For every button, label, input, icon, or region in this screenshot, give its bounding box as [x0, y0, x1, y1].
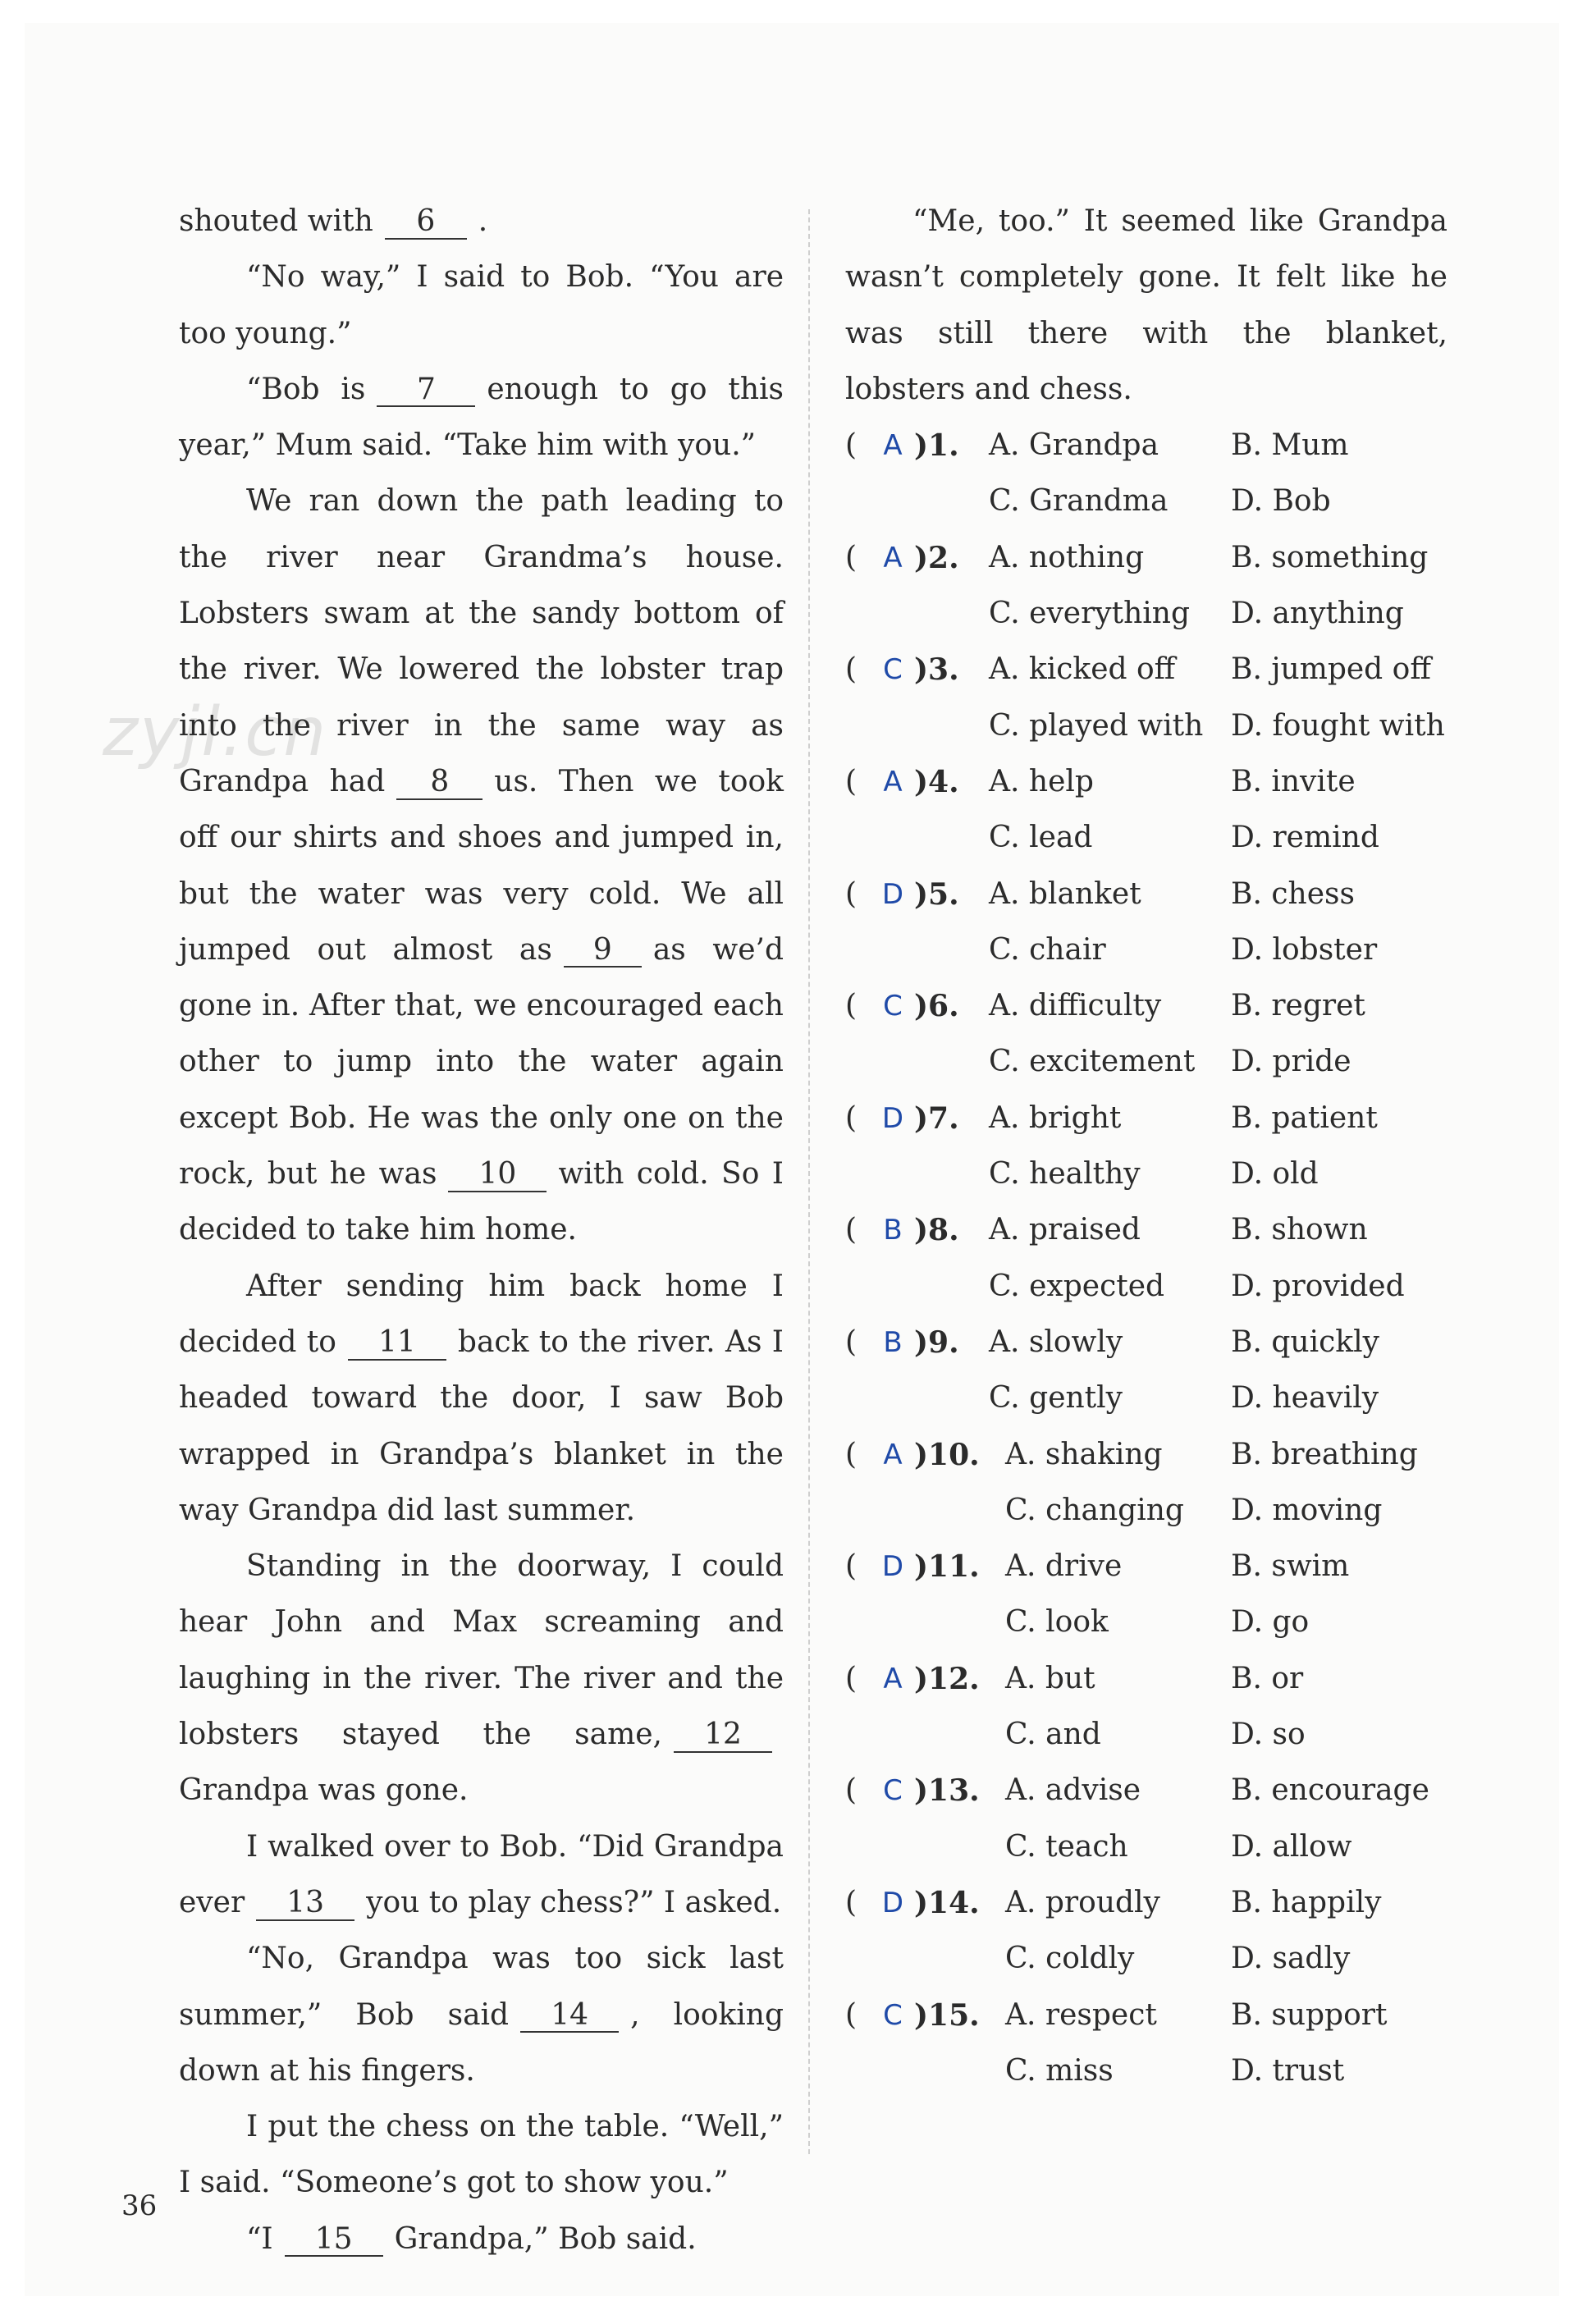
answer-paren-open: (	[845, 1661, 858, 1695]
passage-paragraph	[179, 2099, 784, 2212]
option-d: D. heavily	[1231, 1381, 1379, 1416]
question-row-second	[845, 473, 1448, 529]
passage-text: I walked over to Bob. “Did Grandpa ever	[179, 1829, 784, 1919]
option-a: A. difficulty	[989, 989, 1162, 1023]
option-b: B. quickly	[1231, 1324, 1379, 1359]
answer-letter: A	[883, 541, 903, 574]
passage-paragraph	[179, 362, 784, 474]
question-number: )3.	[914, 652, 959, 688]
option-a: A. advise	[1005, 1773, 1141, 1808]
option-b: B. swim	[1231, 1549, 1350, 1584]
question-row-second	[845, 922, 1448, 978]
option-a: A. slowly	[989, 1324, 1123, 1359]
question-row-second	[845, 2043, 1448, 2099]
question-row	[845, 1763, 1448, 1818]
question-list	[845, 418, 1448, 2099]
passage-text: After sending him back home I decided to	[179, 1269, 784, 1359]
answer-paren-close: )	[914, 1549, 929, 1585]
question-number: )11.	[914, 1549, 980, 1585]
question-row	[845, 418, 1448, 473]
question-row	[845, 1202, 1448, 1258]
question-row-second	[845, 586, 1448, 642]
option-a: A. bright	[989, 1100, 1122, 1135]
answer-paren-close: )	[914, 1661, 929, 1696]
question-row-second	[845, 1819, 1448, 1875]
question-row	[845, 1315, 1448, 1370]
option-c: C. lead	[989, 821, 1093, 855]
passage-text: enough to go this year,” Mum said. “Take him with you.”	[179, 372, 784, 463]
passage-text: I put the chess on the table. “Well,” I said. “Someone’s got to show you.”	[179, 2110, 784, 2200]
question-row-second	[845, 1259, 1448, 1315]
option-d: D. allow	[1231, 1829, 1352, 1864]
passage-text: as we’d gone in. After that, we encouraged each other to jump into the water again except Bob. He was the only one on the rock, but he was	[179, 932, 784, 1192]
question-row	[845, 754, 1448, 810]
option-a: A. kicked off	[989, 652, 1176, 687]
option-c: C. excitement	[989, 1045, 1196, 1079]
blank-number: 8	[396, 766, 483, 800]
answer-letter: C	[883, 1774, 903, 1808]
answer-paren-open: (	[845, 1997, 858, 2032]
option-c: C. Grandma	[989, 484, 1169, 519]
blank-number: 9	[564, 934, 642, 968]
answer-paren-open: (	[845, 540, 858, 574]
passage-ending: “Me, too.” It seemed like Grandpa wasn’t completely gone. It felt like he was still there with the blanket, lobsters and chess.	[845, 204, 1448, 406]
option-b: B. regret	[1231, 989, 1365, 1023]
option-d: D. go	[1231, 1605, 1310, 1640]
blank-number: 6	[385, 205, 467, 240]
passage-text: “No, Grandpa was too sick last summer,” Bob said	[179, 1942, 784, 2032]
question-number: )9.	[914, 1324, 959, 1360]
option-c: C. expected	[989, 1269, 1165, 1303]
option-d: D. moving	[1231, 1493, 1383, 1527]
question-number: )6.	[914, 989, 959, 1024]
option-d: D. pride	[1231, 1045, 1351, 1079]
passage-text: back to the river. As I headed toward the door, I saw Bob wrapped in Grandpa’s blanket in the way Grandpa did last summer.	[179, 1324, 784, 1527]
passage-paragraph	[179, 2212, 784, 2267]
answer-paren-open: (	[845, 1885, 858, 1919]
option-c: C. teach	[1005, 1829, 1128, 1864]
option-b: B. support	[1231, 1997, 1388, 2032]
passage-text: “I	[246, 2221, 273, 2256]
answer-letter: A	[883, 765, 903, 798]
answer-paren-open: (	[845, 1773, 858, 1808]
answer-letter: D	[881, 877, 904, 911]
question-row	[845, 1091, 1448, 1146]
blank-number: 12	[674, 1718, 772, 1753]
question-number: )5.	[914, 876, 959, 912]
blank-number: 11	[348, 1326, 446, 1361]
option-b: B. invite	[1231, 764, 1356, 798]
question-number: )13.	[914, 1773, 980, 1809]
option-b: B. shown	[1231, 1213, 1368, 1247]
blank-number: 10	[448, 1158, 547, 1192]
option-c: C. played with	[989, 708, 1204, 743]
answer-paren-open: (	[845, 764, 858, 798]
column-divider	[808, 209, 810, 2154]
passage-paragraph	[179, 1259, 784, 1539]
question-row	[845, 1651, 1448, 1707]
question-row	[845, 642, 1448, 698]
answer-paren-close: )	[914, 1324, 929, 1360]
question-row-second	[845, 1707, 1448, 1763]
question-row	[845, 867, 1448, 922]
option-b: B. happily	[1231, 1885, 1382, 1919]
question-row	[845, 978, 1448, 1034]
question-number: )2.	[914, 540, 959, 575]
option-c: C. everything	[989, 597, 1191, 631]
answer-paren-open: (	[845, 428, 858, 463]
passage-text: Grandpa was gone.	[179, 1773, 469, 1808]
answer-letter: A	[883, 1438, 903, 1471]
blank-number: 15	[285, 2223, 383, 2258]
answer-paren-open: (	[845, 1324, 858, 1359]
option-c: C. healthy	[989, 1157, 1141, 1192]
option-b: B. jumped off	[1231, 652, 1431, 687]
answer-paren-close: )	[914, 1773, 929, 1809]
option-d: D. lobster	[1231, 932, 1378, 967]
page-number: 36	[121, 2189, 158, 2222]
option-b: B. or	[1231, 1661, 1304, 1695]
passage-paragraph	[179, 249, 784, 362]
passage-text: you to play chess?” I asked.	[366, 1885, 782, 1919]
option-a: A. blanket	[989, 876, 1141, 911]
question-row	[845, 530, 1448, 586]
answer-paren-close: )	[914, 540, 929, 575]
answer-paren-close: )	[914, 764, 929, 799]
passage-column	[179, 194, 784, 2267]
option-a: A. help	[989, 764, 1094, 798]
passage-paragraph	[179, 1819, 784, 1932]
passage-text: “Bob is	[246, 372, 366, 406]
option-b: B. encourage	[1231, 1773, 1429, 1808]
passage-paragraph	[179, 194, 784, 249]
answer-paren-open: (	[845, 1213, 858, 1247]
blank-number: 13	[256, 1887, 354, 1921]
passage-text: “No way,” I said to Bob. “You are too young.”	[179, 260, 784, 350]
option-d: D. so	[1231, 1718, 1306, 1752]
question-number: )14.	[914, 1885, 980, 1920]
answer-paren-open: (	[845, 652, 858, 687]
passage-text: us. Then we took off our shirts and shoes and jumped in, but the water was very cold. We all jumped out almost as	[179, 764, 784, 967]
questions-column	[845, 194, 1448, 2099]
option-a: A. nothing	[989, 540, 1145, 574]
option-d: D. anything	[1231, 597, 1404, 631]
question-number: )4.	[914, 764, 959, 799]
answer-paren-close: )	[914, 989, 929, 1024]
option-c: C. coldly	[1005, 1942, 1135, 1976]
answer-paren-open: (	[845, 1100, 858, 1135]
option-d: D. old	[1231, 1157, 1319, 1192]
blank-number: 7	[377, 373, 475, 408]
question-number: )8.	[914, 1213, 959, 1248]
question-row-second	[845, 698, 1448, 754]
answer-paren-close: )	[914, 652, 929, 688]
question-number: )15.	[914, 1997, 980, 2033]
answer-letter: C	[883, 653, 903, 687]
question-row	[845, 1427, 1448, 1483]
question-row-second	[845, 810, 1448, 866]
option-c: C. gently	[989, 1381, 1123, 1416]
answer-letter: B	[883, 1325, 903, 1359]
answer-letter: A	[883, 1662, 903, 1695]
option-a: A. but	[1005, 1661, 1095, 1695]
option-b: B. Mum	[1231, 428, 1349, 463]
answer-paren-close: )	[914, 1213, 929, 1248]
passage-paragraph	[179, 1931, 784, 2099]
question-row-second	[845, 1931, 1448, 1987]
question-row-second	[845, 1483, 1448, 1539]
option-c: C. changing	[1005, 1493, 1184, 1527]
passage-text: , looking down at his fingers.	[179, 1997, 784, 2088]
question-row	[845, 1539, 1448, 1594]
answer-letter: D	[881, 1886, 904, 1919]
passage-text: .	[478, 204, 488, 238]
question-row	[845, 1988, 1448, 2043]
option-d: D. remind	[1231, 821, 1379, 855]
answer-letter: C	[883, 1998, 903, 2032]
answer-paren-close: )	[914, 876, 929, 912]
answer-letter: B	[883, 1214, 903, 1247]
watermark: zyjl.cn	[103, 693, 328, 771]
answer-paren-close: )	[914, 1997, 929, 2033]
passage-text: shouted with	[179, 204, 373, 238]
answer-letter: D	[881, 1550, 904, 1584]
answer-letter: A	[883, 429, 903, 463]
option-d: D. fought with	[1231, 708, 1445, 743]
answer-paren-close: )	[914, 1437, 929, 1472]
answer-letter: D	[881, 1101, 904, 1135]
option-d: D. trust	[1231, 2053, 1345, 2088]
blank-number: 14	[520, 1999, 619, 2034]
question-row-second	[845, 1034, 1448, 1090]
answer-paren-open: (	[845, 1437, 858, 1471]
question-row-second	[845, 1594, 1448, 1650]
question-number: )12.	[914, 1661, 980, 1696]
question-row	[845, 1875, 1448, 1931]
answer-paren-open: (	[845, 1549, 858, 1584]
option-a: A. praised	[989, 1213, 1141, 1247]
answer-paren-open: (	[845, 989, 858, 1023]
answer-paren-open: (	[845, 876, 858, 911]
passage-text: We ran down the path leading to the river near Grandma’s house. Lobsters swam at the sandy bottom of the river. We lowered the lobster trap into the river in the same way as Grandpa had	[179, 484, 784, 798]
passage-text: with cold. So I decided to take him home.	[179, 1157, 784, 1247]
passage-text: Standing in the doorway, I could hear John and Max screaming and laughing in the river. The river and the lobsters stayed the same,	[179, 1549, 784, 1752]
answer-paren-close: )	[914, 1100, 929, 1136]
option-c: C. miss	[1005, 2053, 1114, 2088]
option-c: C. chair	[989, 932, 1106, 967]
option-a: A. Grandpa	[989, 428, 1159, 463]
option-d: D. sadly	[1231, 1942, 1351, 1976]
option-b: B. breathing	[1231, 1437, 1418, 1471]
option-b: B. chess	[1231, 876, 1355, 911]
option-b: B. patient	[1231, 1100, 1378, 1135]
passage-paragraph	[179, 1539, 784, 1818]
option-a: A. drive	[1005, 1549, 1123, 1584]
option-b: B. something	[1231, 540, 1429, 574]
question-number: )1.	[914, 428, 959, 464]
answer-paren-close: )	[914, 428, 929, 464]
question-number: )10.	[914, 1437, 980, 1472]
option-d: D. provided	[1231, 1269, 1405, 1303]
option-a: A. proudly	[1005, 1885, 1160, 1919]
passage-text: Grandpa,” Bob said.	[394, 2221, 697, 2256]
answer-paren-close: )	[914, 1885, 929, 1920]
answer-letter: C	[883, 990, 903, 1023]
option-a: A. respect	[1005, 1997, 1157, 2032]
option-c: C. and	[1005, 1718, 1101, 1752]
option-a: A. shaking	[1005, 1437, 1163, 1471]
option-c: C. look	[1005, 1605, 1109, 1640]
question-number: )7.	[914, 1100, 959, 1136]
question-row-second	[845, 1146, 1448, 1202]
option-d: D. Bob	[1231, 484, 1331, 519]
passage-paragraph	[179, 473, 784, 1258]
question-row-second	[845, 1370, 1448, 1426]
